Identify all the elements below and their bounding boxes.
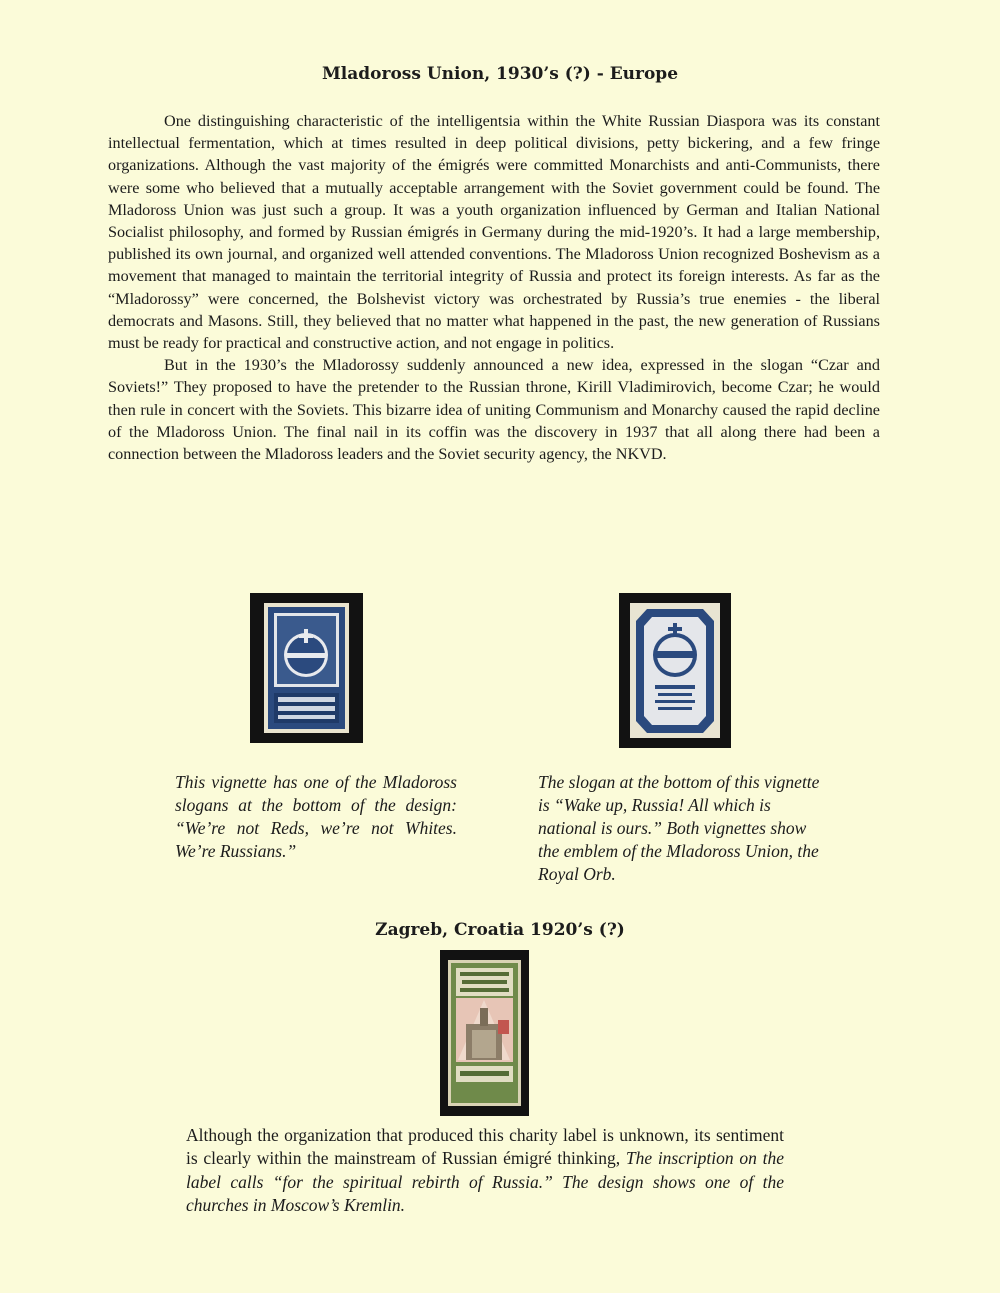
zagreb-description-italic: The inscription on the label calls “for the spiritual rebirth of Russia.” The design shows one of the churches in Moscow’s Kremlin. <box>186 1148 784 1215</box>
zagreb-charity-label-image <box>440 950 529 1116</box>
stamp-1-caption: This vignette has one of the Mladoross slogans at the bottom of the design: “We’re not Reds, we’re not Whites. We’re Russians.” <box>175 772 457 861</box>
zagreb-description-plain: Although the organization that produced this charity label is unknown, its sentiment is clearly within the mainstream of Russian émigré thinking, <box>186 1125 784 1169</box>
mladoross-vignette-2-image <box>619 593 731 748</box>
paragraph-2: But in the 1930’s the Mladorossy suddenly announced a new idea, expressed in the slogan “Czar and Soviets!” They proposed to have the pretender to the Russian throne, Kirill Vladimirovich, become Czar; he would then rule in concert with the Soviets. This bizarre idea of uniting Communism and Monarchy caused the rapid decline of the Mladoross Union. The final nail in its coffin was the discovery in 1937 that all along there had been a connection between the Mladoross leaders and the Soviet security agency, the NKVD. <box>108 356 880 464</box>
mladoross-vignette-1-image <box>250 593 363 743</box>
section-title-mladoross: Mladoross Union, 1930’s (?) - Europe <box>321 64 679 84</box>
stamp-mount-3 <box>440 950 529 1116</box>
stamp-mount-2 <box>619 593 731 748</box>
stamp-mount-1 <box>250 593 363 743</box>
body-text <box>108 110 880 465</box>
stamp-2-caption: The slogan at the bottom of this vignette is “Wake up, Russia! All which is national is ours.” Both vignettes show the emblem of the Mladoross Union, the Royal Orb. <box>538 772 820 884</box>
paragraph-1: One distinguishing characteristic of the intelligentsia within the White Russian Diaspora was its constant intellectual fermentation, which at times resulted in deep political divisions, petty bickering, and a few fringe organizations. Although the vast majority of the émigrés were committed Monarchists and anti-Communists, there were some who believed that a mutually acceptable arrangement with the Soviet government could be found. The Mladoross Union was just such a group. It was a youth organization influenced by German and Italian National Socialist philosophy, and formed by Russian émigrés in Germany during the mid-1920’s. It had a large membership, published its own journal, and organized well attended conventions. The Mladoross Union recognized Boshevism as a movement that managed to maintain the territorial integrity of Russia and protect its foreign interests. As far as the “Mladorossy” were concerned, the Bolshevist victory was orchestrated by Russia’s true enemies - the liberal democrats and Masons. Still, they believed that no matter what happened in the past, the new generation of Russians must be ready for practical and constructive action, and not engage in politics. <box>108 112 880 353</box>
zagreb-description <box>186 1124 784 1217</box>
section-title-zagreb: Zagreb, Croatia 1920’s (?) <box>375 920 625 940</box>
